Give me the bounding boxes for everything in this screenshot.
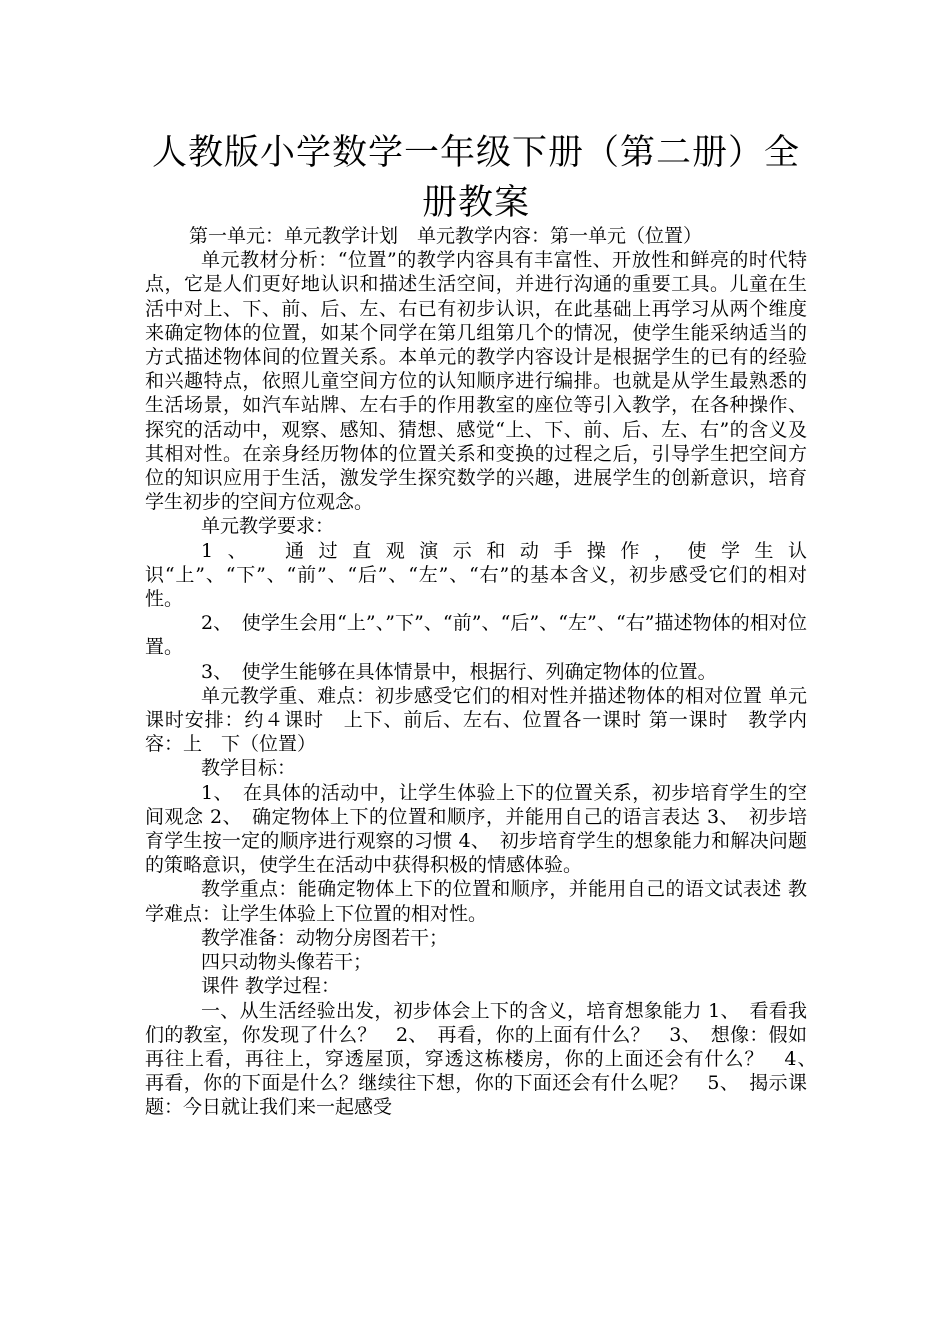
requirement-item-3: 3、 使学生能够在具体情景中，根据行、列确定物体的位置。	[201, 660, 717, 683]
teaching-goals-heading: 教学目标：	[201, 757, 297, 780]
document-page	[145, 128, 827, 1120]
teaching-focus-paragraph: 教学重点：能确定物体上下的位置和顺序，并能用自己的语文试表述 教学难点：让学生体验上下位置的相对性。	[145, 878, 807, 925]
document-title: 人教版小学数学一年级下册（第二册）全册教案	[151, 133, 800, 223]
requirement-item-1: 1、 通过直观演示和动手操作，使学生认识“上”、“下”、“前”、“后”、“左”、“右”的基本含义，初步感受它们的相对性。	[145, 539, 807, 611]
requirement-item-2: 2、 使学生会用“上”、”下”、“前”、“后”、“左”、“右”描述物体的相对位置。	[145, 612, 807, 659]
unit-analysis-paragraph: 单元教材分析：“位置”的教学内容具有丰富性、开放性和鲜亮的时代特点，它是人们更好地认识和描述生活空间，并进行沟通的重要工具。儿童在生活中对上、下、前、后、左、右已有初步认识，在此基础上再学习从两个维度来确定物体的位置，如某个同学在第几组第几个的情况，使学生能采纳适当的方式描述物体间的位置关系。本单元的教学内容设计是根据学生的已有的经验和兴趣特点，依照儿童空间方位的认知顺序进行编排。也就是从学生最熟悉的生活场景，如汽车站牌、左右手的作用教室的座位等引入教学，在各种操作、探究的活动中，观察、感知、猜想、感觉“上、下、前、后、左、右”的含义及其相对性。在亲身经历物体的位置关系和变换的过程之后，引导学生把空间方位的知识应用于生活，激发学生探究数学的兴趣，进展学生的创新意识，培育学生初步的空间方位观念。	[145, 249, 807, 514]
teaching-prep-paragraph: 教学准备：动物分房图若干；	[201, 926, 449, 949]
animal-heads-paragraph: 四只动物头像若干；	[201, 951, 373, 974]
unit-plan-heading: 第一单元：单元教学计划 单元教学内容：第一单元（位置）	[189, 225, 703, 247]
teaching-goals-list: 1、 在具体的活动中，让学生体验上下的位置关系，初步培育学生的空间观念 2、 确定物体上下的位置和顺序，并能用自己的语言表达 3、 初步培育学生按一定的顺序进行观察的习惯 4、 初步培育学生的想象能力和解决问题的策略意识，使学生在活动中获得积极的情感体验。	[145, 781, 807, 877]
courseware-paragraph: 课件 教学过程：	[201, 975, 341, 998]
teaching-process-paragraph: 一、从生活经验出发，初步体会上下的含义，培育想象能力 1、 看看我们的教室，你发现了什么？ 2、 再看，你的上面有什么？ 3、 想像：假如再往上看，再往上，穿透屋顶，穿透这栋楼房，你的上面还会有什么？ 4、 再看，你的下面是什么？继续往下想，你的下面还会有什么呢？ 5、 揭示课题：今日就让我们来一起感受	[145, 999, 827, 1119]
unit-requirements-heading: 单元教学要求：	[201, 515, 335, 538]
key-points-paragraph: 单元教学重、难点：初步感受它们的相对性并描述物体的相对位置 单元课时安排：约４课时 上下、前后、左右、位置各一课时 第一课时 教学内容：上 下（位置）	[145, 684, 807, 756]
